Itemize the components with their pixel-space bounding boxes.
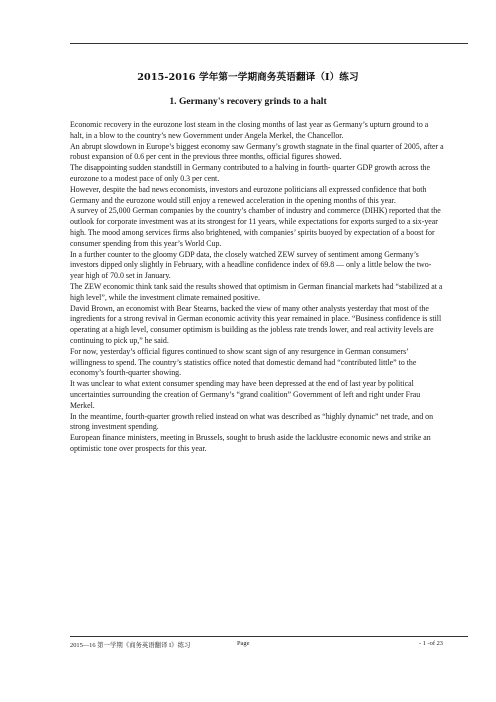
footer-rule — [70, 636, 468, 637]
paragraph: Economic recovery in the eurozone lost steam in the closing months of last year as Germany’s upturn ground to a halt, in a blow to the country’s new Government under Angela Merkel, the Chancellor. — [70, 120, 429, 140]
paragraph: The disappointing sudden standstill in Germany contributed to a halving in fourth- quarter GDP growth across the eurozone to a modest pace of only 0.3 per cent. — [70, 163, 430, 183]
paragraph: It was unclear to what extent consumer spending may have been depressed at the end of last year by political uncertainties surrounding the creation of Germany’s “grand coalition” Government of left and right under Frau Merkel. — [70, 379, 421, 410]
paragraph: For now, yesterday’s official figures continued to show scant sign of any resurgence in German consumers’ willingness to spend. The country’s statistics office noted that domestic demand had “contributed little” to the economy’s fourth-quarter showing. — [70, 346, 417, 378]
paragraph: The ZEW economic think tank said the results showed that optimism in German financial markets had “stabilized at a high level”, while the investment climate remained positive. — [70, 281, 443, 302]
paragraph: An abrupt slowdown in Europe’s biggest economy saw Germany’s growth stagnate in the final quarter of 2005, after a robust expansion of 0.6 per cent in the previous three months, official figures showed. — [70, 141, 444, 162]
document-title: 2015-2016 学年第一学期商务英语翻译（I）练习 — [137, 72, 359, 83]
footer-course-label: 2015—16 第一学期《商务英语翻译 I》练习 — [70, 642, 191, 649]
footer-page-number: - 1 -of 23 — [419, 640, 443, 647]
paragraph: In a further counter to the gloomy GDP data, the closely watched ZEW survey of sentiment among Germany’s investors dipped only slightly in February, with a headline confidence index of 69.8 — only a little below the two-year high of 70.0 set in January. — [70, 249, 432, 281]
article-body — [70, 120, 444, 455]
paragraph: David Brown, an economist with Bear Stearns, backed the view of many other analysts yesterday that most of the ingredients for a strong revival in German economic activity this year remained in place. “Business confidence is still operating at a high level, consumer optimism is building as the jobless rate trends lower, and real activity levels are continuing to pick up,” he said. — [70, 303, 442, 345]
paragraph: A survey of 25,000 German companies by the country’s chamber of industry and commerce (DIHK) reported that the outlook for corporate investment was at its strongest for 11 years, while expectations for exports surged to a six-year high. The mood among services firms also brightened, with companies’ spirits buoyed by expectation of a boost for consumer spending from this year’s World Cup. — [70, 206, 441, 248]
article-title: 1. Germany's recovery grinds to a halt — [169, 96, 327, 107]
paragraph: European finance ministers, meeting in Brussels, sought to brush aside the lacklustre economic news and strike an optimistic tone over prospects for this year. — [70, 433, 431, 453]
paragraph: In the meantime, fourth-quarter growth relied instead on what was described as “highly dynamic” net trade, and on strong investment spending. — [70, 411, 434, 432]
paragraph: However, despite the bad news economists, investors and eurozone politicians all expressed confidence that both Germany and the eurozone would still enjoy a renewed acceleration in the opening months of this year. — [70, 184, 427, 205]
header-rule — [70, 43, 468, 44]
footer-page-label: Page — [237, 640, 250, 647]
